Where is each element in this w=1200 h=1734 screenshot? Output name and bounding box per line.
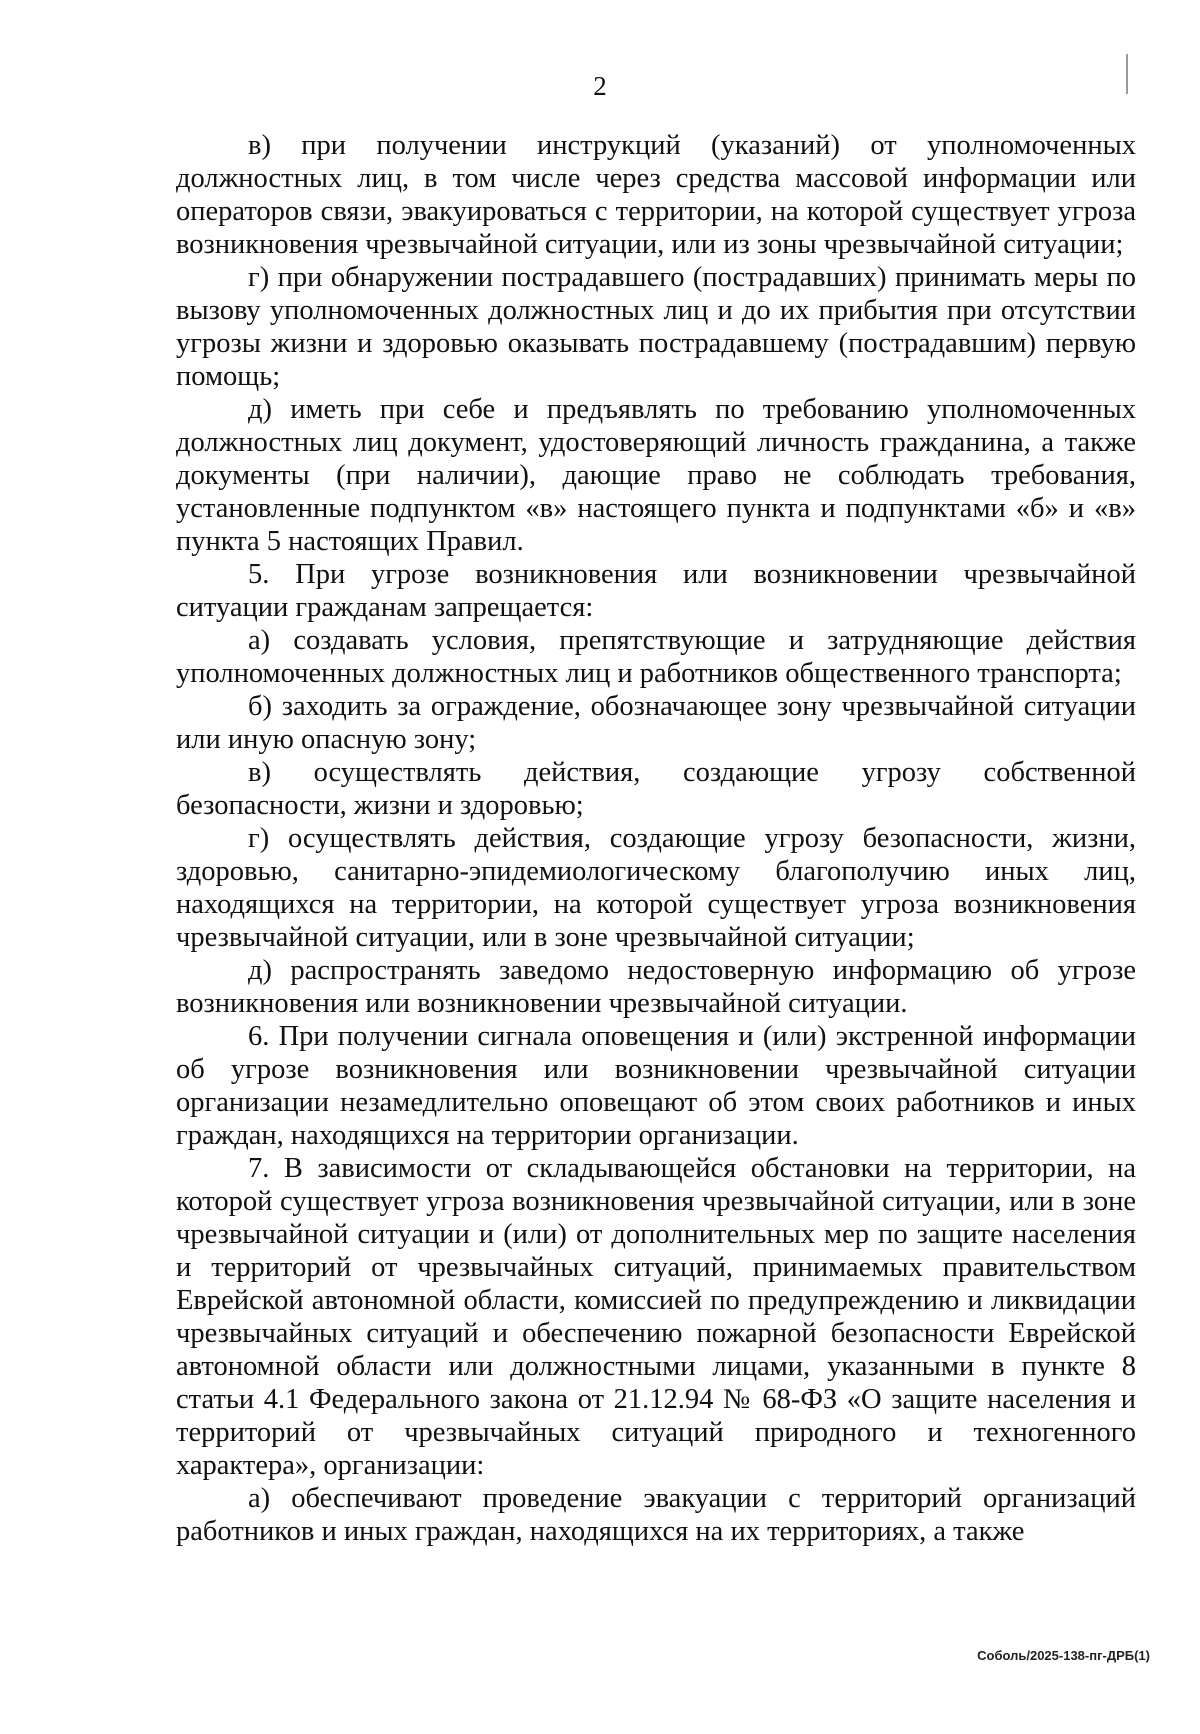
- paragraph-d-identity-document: д) иметь при себе и предъявлять по требованию уполномоченных должностных лиц документ, удостоверяющий личность гражданина, а также документы (при наличии), дающие право не соблюдать требования, установленные подпунктом «в» настоящего пункта и подпунктами «б» и «в» пункта 5 настоящих Правил.: [176, 394, 1136, 557]
- paragraph-5a: а) создавать условия, препятствующие и затрудняющие действия уполномоченных должностных лиц и работников общественного транспорта;: [176, 625, 1136, 689]
- document-code: Соболь/2025-138-пг-ДРБ(1): [977, 1648, 1150, 1663]
- paragraph-6-notification: 6. При получении сигнала оповещения и (или) экстренной информации об угрозе возникновения или возникновении чрезвычайной ситуации организации незамедлительно оповещают об этом своих работников и иных граждан, находящихся на территории организации.: [176, 1021, 1136, 1151]
- paragraph-7-organizations: 7. В зависимости от складывающейся обстановки на территории, на которой существует угроза возникновения чрезвычайной ситуации, или в зоне чрезвычайной ситуации и (или) от дополнительных мер по защите населения и территорий от чрезвычайных ситуаций, принимаемых правительством Еврейской автономной области, комиссией по предупреждению и ликвидации чрезвычайных ситуаций и обеспечению пожарной безопасности Еврейской автономной области или должностными лицами, указанными в пункте 8 статьи 4.1 Федерального закона от 21.12.94 № 68-ФЗ «О защите населения и территорий от чрезвычайных ситуаций природного и техногенного характера», организации:: [176, 1153, 1136, 1481]
- paragraph-7a-evacuation: а) обеспечивают проведение эвакуации с территорий организаций работников и иных граждан, находящихся на их территориях, а также: [176, 1483, 1136, 1547]
- paragraph-5g: г) осуществлять действия, создающие угрозу безопасности, жизни, здоровью, санитарно-эпидемиологическому благополучию иных лиц, находящихся на территории, на которой существует угроза возникновения чрезвычайной ситуации, или в зоне чрезвычайной ситуации;: [176, 823, 1136, 953]
- paragraph-g-first-aid: г) при обнаружении пострадавшего (пострадавших) принимать меры по вызову уполномоченных должностных лиц и до их прибытия при отсутствии угрозы жизни и здоровью оказывать пострадавшему (пострадавшим) первую помощь;: [176, 262, 1136, 392]
- paragraph-v-evacuate: в) при получении инструкций (указаний) от уполномоченных должностных лиц, в том числе через средства массовой информации или операторов связи, эвакуироваться с территории, на которой существует угроза возникновения чрезвычайной ситуации, или из зоны чрезвычайной ситуации;: [176, 130, 1136, 260]
- paragraph-5v: в) осуществлять действия, создающие угрозу собственной безопасности, жизни и здоровью;: [176, 757, 1136, 821]
- document-body: [176, 129, 1136, 1548]
- paragraph-5d: д) распространять заведомо недостоверную информацию об угрозе возникновения или возникновении чрезвычайной ситуации.: [176, 955, 1136, 1019]
- page-number: 2: [593, 71, 607, 101]
- paragraph-5b: б) заходить за ограждение, обозначающее зону чрезвычайной ситуации или иную опасную зону;: [176, 691, 1136, 755]
- paragraph-5-prohibitions: 5. При угрозе возникновения или возникновении чрезвычайной ситуации гражданам запрещается:: [176, 559, 1136, 623]
